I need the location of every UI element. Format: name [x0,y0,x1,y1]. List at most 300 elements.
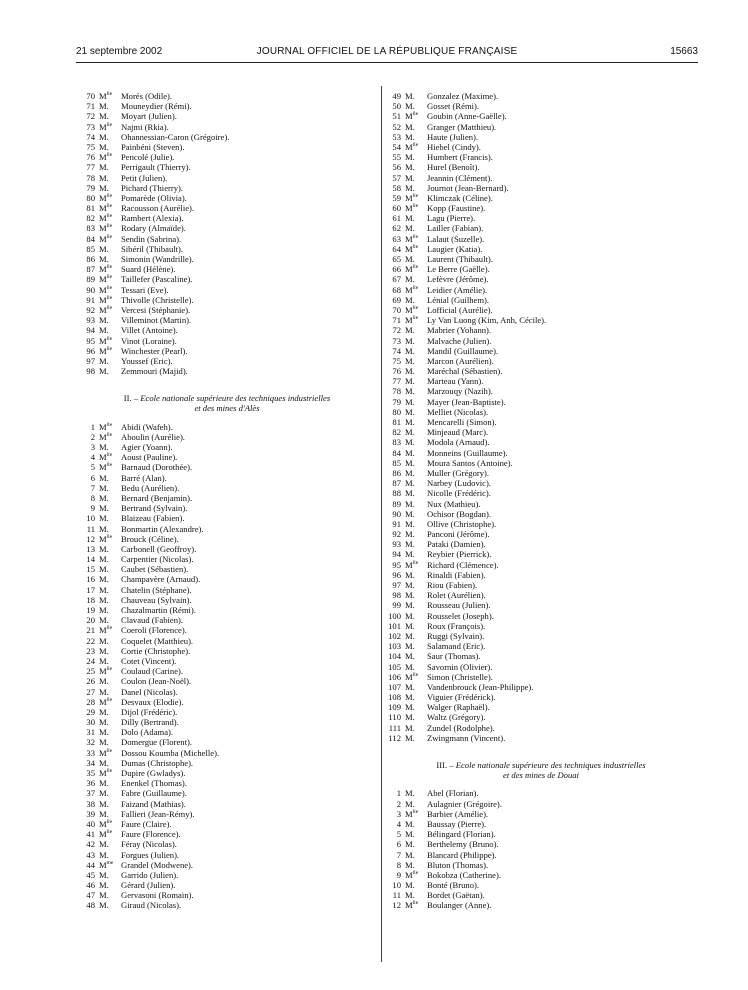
list-item [79,687,375,697]
rank-number: 52 [392,121,401,132]
rank-number: 106 [388,671,401,682]
person-name: Perrigault (Thierry). [121,162,191,173]
rank-number: 14 [86,554,95,565]
list-item [385,152,697,162]
list-item [385,285,697,295]
civility: M. [405,254,415,264]
list-item [385,417,697,427]
civility: M. [99,543,109,554]
civility: M. [99,482,109,493]
civility: M. [405,549,415,560]
rank-number: 100 [388,610,401,621]
person-name: Carpentier (Nicolas). [121,554,194,565]
civility: $M^{lle}$ [99,304,113,315]
person-name: Melliet (Nicolas). [427,406,489,417]
civility: M. [405,661,415,672]
list-item [79,860,375,870]
list-item [385,723,697,733]
list-item [79,605,375,615]
civility-suffix: lle [106,431,113,438]
journal-title: JOURNAL OFFICIEL DE LA RÉPUBLIQUE FRANÇAISE [256,46,518,57]
rank-number: 86 [86,254,95,264]
person-name: Coulon (Jean-Noël). [121,676,192,687]
civility: M. [405,488,415,499]
rank-number: 18 [86,594,95,605]
list-item [385,580,697,590]
person-name: Cortie (Christophe). [121,645,191,656]
rank-number: 7 [90,482,95,493]
civility: M. [99,788,109,799]
list-item [385,376,697,386]
list-item [385,315,697,325]
civility-suffix: lle [412,233,419,240]
civility-suffix: lle [106,462,113,469]
list-item [79,513,375,523]
list-item [385,173,697,183]
rank-number: 25 [86,666,95,677]
person-name: Monneins (Guillaume). [427,447,508,458]
person-name: Malvache (Julien). [427,335,492,346]
rank-number: 61 [392,213,401,224]
person-name: Dilly (Bertrand). [121,717,179,728]
civility: M. [405,406,415,417]
rank-number: 103 [388,641,401,652]
list-item [385,295,697,305]
civility: M. [405,274,415,285]
rank-number: 9 [90,503,95,514]
rank-number: 89 [86,274,95,285]
list-item [385,682,697,692]
civility: $M^{lle}$ [99,203,113,214]
civility: M. [99,182,109,193]
right-column [385,91,697,911]
person-name: Gervasoni (Romain). [121,890,194,901]
civility: M. [405,702,415,713]
person-name: Barnaud (Dorothée). [121,462,193,473]
civility-suffix: lle [106,335,113,342]
rank-number: 41 [86,829,95,840]
person-name: Aoust (Pauline). [121,452,178,463]
rank-number: 94 [392,549,401,560]
civility: M. [99,645,109,656]
civility-suffix: lle [412,284,419,291]
rank-number: 81 [86,203,95,214]
civility: M. [99,880,109,891]
list-item [79,666,375,676]
person-name: Muller (Grégory). [427,467,490,478]
rank-number: 111 [388,722,401,733]
rank-number: 26 [86,676,95,687]
rank-number: 90 [392,508,401,519]
rank-number: 7 [396,849,401,860]
section-title-line1: Ecole nationale supérieure des techniques industrielles [455,760,646,770]
person-name: Thivolle (Christelle). [121,294,194,305]
person-name: Bedu (Aurélien). [121,482,180,493]
list-section-3 [385,788,697,910]
person-name: Domergue (Florent). [121,737,192,748]
person-name: Moura Santos (Antoine). [427,457,513,468]
rank-number: 87 [392,478,401,489]
rank-number: 48 [86,900,95,911]
rank-number: 112 [388,732,401,743]
rank-number: 8 [90,492,95,503]
person-name: Rinaldi (Fabien). [427,569,486,580]
civility: M. [99,101,109,112]
civility: M. [405,427,415,438]
person-name: Journot (Jean-Bernard). [427,182,509,193]
list-item [79,264,375,274]
list-item [79,483,375,493]
rank-number: 68 [392,284,401,295]
list-item [385,621,697,631]
rank-number: 86 [392,467,401,478]
rank-number: 16 [86,574,95,585]
rank-number: 74 [86,131,95,142]
civility: M. [99,523,109,534]
civility: $M^{lle}$ [99,264,113,275]
person-name: Gosset (Rémi). [427,101,480,112]
civility: M. [405,345,415,356]
rank-number: 29 [86,706,95,717]
list-item [79,870,375,880]
civility: M. [405,376,415,387]
person-name: Carbonell (Geoffroy). [121,543,197,554]
person-name: Jeannin (Clément). [427,172,493,183]
list-section-1-continued [79,91,375,376]
list-item [385,356,697,366]
rank-number: 73 [86,121,95,132]
rank-number: 80 [392,406,401,417]
list-item [79,315,375,325]
civility: M. [405,788,415,799]
list-item [79,244,375,254]
rank-number: 67 [392,274,401,285]
civility: $M^{me}$ [99,859,114,870]
rank-number: 94 [86,325,95,336]
civility: M. [405,692,415,703]
person-name: Marteau (Yann). [427,376,484,387]
civility: $M^{lle}$ [405,315,419,326]
rank-number: 72 [392,325,401,336]
rank-number: 53 [392,131,401,142]
list-item [385,570,697,580]
civility: M. [99,615,109,626]
rank-number: 58 [392,182,401,193]
rank-number: 73 [392,335,401,346]
list-item [79,564,375,574]
civility: $M^{lle}$ [405,671,419,682]
rank-number: 34 [86,757,95,768]
list-item [385,193,697,203]
list-item [79,173,375,183]
civility: $M^{lle}$ [99,625,113,636]
civility: M. [99,366,109,377]
person-name: Barré (Alan). [121,472,167,483]
rank-number: 98 [392,590,401,601]
list-item [385,111,697,121]
rank-number: 76 [86,152,95,163]
civility: M. [99,254,109,264]
rank-number: 6 [90,472,95,483]
civility: M. [405,590,415,601]
rank-number: 55 [392,152,401,163]
list-item [79,91,375,101]
list-item [79,101,375,111]
column-divider [381,86,382,962]
rank-number: 65 [392,254,401,264]
rank-number: 101 [388,620,401,631]
rank-number: 96 [392,569,401,580]
civility: M. [405,508,415,519]
person-name: Savornin (Olivier). [427,661,493,672]
rank-number: 92 [392,529,401,540]
person-name: Bernard (Benjamin). [121,492,193,503]
civility: M. [99,890,109,901]
civility: M. [405,818,415,829]
list-item [79,636,375,646]
person-name: Richard (Clémence). [427,559,499,570]
list-item [79,234,375,244]
person-name: Pomarède (Olivia). [121,192,187,203]
person-name: Dupire (Gwladys). [121,768,186,779]
civility: M. [405,417,415,427]
list-item [79,356,375,366]
rank-number: 83 [86,223,95,234]
civility: M. [99,513,109,524]
rank-number: 105 [388,661,401,672]
list-item [385,234,697,244]
list-item [79,162,375,172]
rank-number: 10 [392,880,401,891]
list-item [79,656,375,666]
rank-number: 62 [392,223,401,234]
civility: M. [405,325,415,336]
civility: $M^{lle}$ [405,559,419,570]
civility: $M^{lle}$ [99,452,113,463]
list-item [385,386,697,396]
civility: M. [99,808,109,819]
person-name: Faure (Claire). [121,818,172,829]
person-name: Minjeaud (Marc). [427,427,489,438]
person-name: Waltz (Grégory). [427,712,486,723]
civility: M. [405,478,415,489]
rank-number: 23 [86,645,95,656]
civility: M. [405,152,415,163]
list-item [385,600,697,610]
rank-number: 93 [392,539,401,550]
list-item [385,702,697,712]
person-name: Fabre (Guillaume). [121,788,187,799]
civility: M. [405,366,415,377]
person-name: Rambert (Alexia). [121,213,184,224]
rank-number: 5 [396,829,401,840]
civility: M. [99,737,109,748]
civility: M. [99,355,109,366]
civility-suffix: lle [106,305,113,312]
civility-suffix: lle [412,243,419,250]
list-item [385,336,697,346]
civility-suffix: lle [106,345,113,352]
list-item [79,132,375,142]
list-item [79,809,375,819]
list-item [385,274,697,284]
civility: M. [405,630,415,641]
person-name: Lofficial (Aurélie). [427,304,493,315]
civility: $M^{lle}$ [99,91,113,101]
person-name: Nux (Mathieu). [427,498,481,509]
list-item [79,462,375,472]
list-item [79,111,375,121]
list-item [385,458,697,468]
civility: M. [99,706,109,717]
civility: M. [405,355,415,366]
section-number: II. – [123,393,139,404]
rank-number: 19 [86,605,95,616]
civility: $M^{lle}$ [99,335,113,346]
civility: M. [99,900,109,911]
list-item [385,437,697,447]
person-name: Enenkel (Thomas). [121,778,187,789]
rank-number: 38 [86,798,95,809]
civility: M. [405,829,415,840]
rank-number: 20 [86,615,95,626]
person-name: Lalaut (Suzelle). [427,233,485,244]
rank-number: 60 [392,203,401,214]
rank-number: 83 [392,437,401,448]
civility-suffix: lle [412,671,419,678]
person-name: Painbéni (Steven). [121,141,185,152]
person-name: Grandel (Modwene). [121,859,194,870]
person-name: Chauveau (Sylvain). [121,594,192,605]
list-item [79,819,375,829]
civility: $M^{lle}$ [99,696,113,707]
person-name: Zundel (Rodolphe). [427,722,495,733]
person-name: Chatelin (Stéphane). [121,584,192,595]
civility: M. [99,717,109,728]
person-name: Chazalmartin (Rémi). [121,605,196,616]
list-item [385,499,697,509]
list-item [79,615,375,625]
civility: M. [405,437,415,448]
person-name: Kopp (Faustine). [427,203,486,214]
civility: M. [405,467,415,478]
rank-number: 81 [392,417,401,427]
page-number: 15663 [670,46,698,57]
person-name: Suard (Hélène). [121,264,176,275]
civility: $M^{lle}$ [405,141,419,152]
civility: $M^{lle}$ [99,818,113,829]
person-name: Barbier (Amélie). [427,808,489,819]
civility-suffix: lle [412,315,419,322]
rank-number: 30 [86,717,95,728]
rank-number: 37 [86,788,95,799]
list-item [79,544,375,554]
rank-number: 12 [86,533,95,544]
rank-number: 89 [392,498,401,509]
civility: $M^{lle}$ [99,421,113,432]
rank-number: 70 [86,91,95,101]
list-item [385,478,697,488]
civility: M. [99,111,109,122]
rank-number: 82 [86,213,95,224]
list-item [79,799,375,809]
rank-number: 91 [392,518,401,529]
civility: $M^{lle}$ [405,111,419,122]
rank-number: 46 [86,880,95,891]
person-name: Dolo (Adama). [121,727,174,738]
person-name: Garrido (Julien). [121,869,179,880]
person-name: Hurel (Benoît). [427,162,480,173]
rank-number: 70 [392,304,401,315]
civility: M. [99,315,109,326]
civility: M. [99,564,109,575]
list-item [79,554,375,564]
rank-number: 63 [392,233,401,244]
list-item [385,509,697,519]
rank-number: 78 [86,172,95,183]
civility: M. [99,131,109,142]
rank-number: 84 [86,233,95,244]
person-name: Mabrier (Yohann). [427,325,492,336]
rank-number: 21 [86,625,95,636]
list-item [385,788,697,798]
list-item [385,213,697,223]
person-name: Narbey (Ludovic). [427,478,491,489]
list-item [385,733,697,743]
list-item [79,788,375,798]
person-name: Nicolle (Frédéric). [427,488,491,499]
list-item [385,641,697,651]
civility: $M^{lle}$ [405,243,419,254]
list-item [385,692,697,702]
person-name: Baussay (Pierre). [427,818,487,829]
civility: M. [405,569,415,580]
rank-number: 66 [392,264,401,275]
rank-number: 10 [86,513,95,524]
person-name: Zwingmann (Vincent). [427,732,506,743]
list-item [79,768,375,778]
list-item [79,585,375,595]
rank-number: 33 [86,747,95,758]
rank-number: 77 [86,162,95,173]
list-item [79,829,375,839]
person-name: Bordet (Gaëtan). [427,890,485,901]
civility-suffix: lle [106,747,113,754]
rank-number: 87 [86,264,95,275]
list-item [385,880,697,890]
rank-number: 91 [86,294,95,305]
list-item [79,595,375,605]
rank-number: 102 [388,630,401,641]
list-section-2 [79,422,375,911]
section-number: III. – [436,760,454,770]
list-item [79,646,375,656]
rank-number: 71 [392,315,401,326]
list-item [385,611,697,621]
rank-number: 13 [86,543,95,554]
rank-number: 104 [388,651,401,662]
person-name: Gonzalez (Maxime). [427,91,499,101]
civility: $M^{lle}$ [99,747,113,758]
civility: M. [405,849,415,860]
person-name: Haute (Julien). [427,131,479,142]
person-name: Aboulin (Aurélie). [121,431,185,442]
civility: M. [405,223,415,234]
civility: $M^{lle}$ [99,829,113,840]
list-item [385,407,697,417]
list-item [385,254,697,264]
person-name: Coulaud (Carine). [121,666,184,677]
